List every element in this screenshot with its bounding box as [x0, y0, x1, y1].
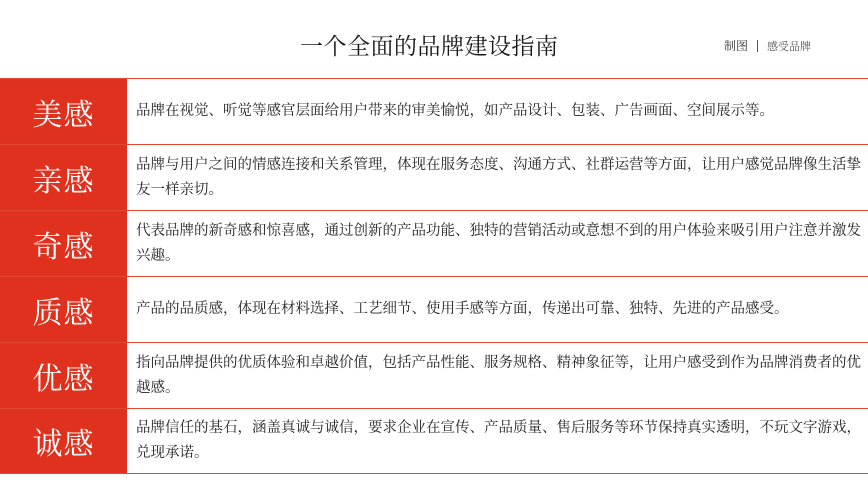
- chart-credit: [724, 37, 811, 54]
- row-description: 品牌在视觉、听觉等感官层面给用户带来的审美愉悦，如产品设计、包装、广告画面、空间展示等。: [136, 103, 774, 119]
- page-title: 一个全面的品牌建设指南: [300, 34, 559, 60]
- credit-label: 制图: [724, 39, 749, 53]
- sense-table: [0, 78, 868, 474]
- table-row: [0, 210, 868, 276]
- table-row: [0, 144, 868, 210]
- row-description: 代表品牌的新奇感和惊喜感，通过创新的产品功能、独特的营销活动或意想不到的用户体验来吸引用户注意并激发兴趣。: [136, 222, 861, 264]
- row-label: 质感: [0, 277, 127, 342]
- row-label: 美感: [0, 79, 127, 144]
- row-description: 品牌信任的基石，涵盖真诚与诚信，要求企业在宣传、产品质量、售后服务等环节保持真实透明，不玩文字游戏，兑现承诺。: [136, 420, 861, 461]
- credit-divider: [757, 40, 758, 52]
- credit-value: 感受品牌: [767, 39, 812, 53]
- row-description: 指向品牌提供的优质体验和卓越价值，包括产品性能、服务规格、精神象征等，让用户感受到作为品牌消费者的优越感。: [136, 354, 861, 396]
- table-row: [0, 78, 868, 144]
- table-row: [0, 342, 868, 408]
- row-label: 诚感: [0, 409, 127, 473]
- row-description: 产品的品质感，体现在材料选择、工艺细节、使用手感等方面，传递出可靠、独特、先进的产品感受。: [136, 301, 789, 317]
- row-label: 亲感: [0, 145, 127, 210]
- table-row: [0, 408, 868, 474]
- row-description: 品牌与用户之间的情感连接和关系管理，体现在服务态度、沟通方式、社群运营等方面，让用户感觉品牌像生活挚友一样亲切。: [136, 156, 861, 198]
- table-row: [0, 276, 868, 342]
- row-label: 优感: [0, 343, 127, 408]
- header: [0, 0, 868, 78]
- row-label: 奇感: [0, 211, 127, 276]
